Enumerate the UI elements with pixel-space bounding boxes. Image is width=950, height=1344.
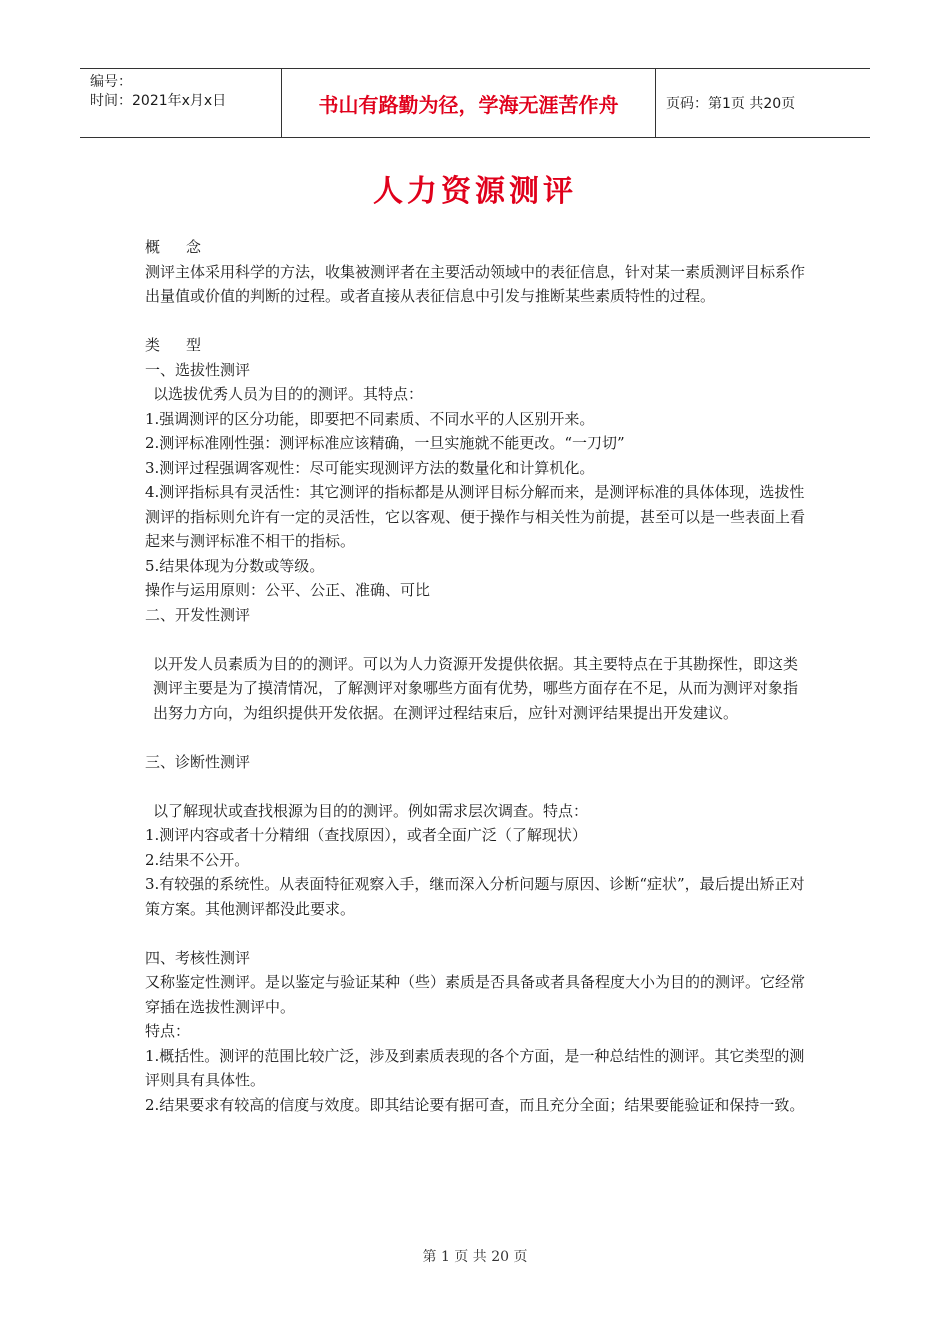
concept-heading: 概念 xyxy=(145,238,228,256)
diagnostic-heading: 三、诊断性测评 xyxy=(145,752,251,771)
assessment-features-label: 特点： xyxy=(145,1022,191,1040)
document-title: 人力资源测评 xyxy=(373,174,577,209)
assessment-intro: 又称鉴定性测评。是以鉴定与验证某种（些）素质是否具备或者具备程度大小为目的的测评。它经常穿插在选拔性测评中。 xyxy=(145,973,806,1016)
list-item: 1.测评内容或者十分精细（查找原因），或者全面广泛（了解现状） xyxy=(145,826,587,844)
page-info-text: 页码：第1页 共20页 xyxy=(666,96,796,112)
motto-cell xyxy=(282,69,656,137)
selection-heading: 一、选拔性测评 xyxy=(145,360,251,379)
document-body xyxy=(145,235,810,1117)
types-heading: 类型 xyxy=(145,336,228,354)
selection-principle: 操作与运用原则：公平、公正、准确、可比 xyxy=(145,581,431,599)
list-item: 3.测评过程强调客观性：尽可能实现测评方法的数量化和计算机化。 xyxy=(145,458,595,477)
number-label: 编号： xyxy=(90,74,132,90)
development-heading: 二、开发性测评 xyxy=(145,605,251,624)
page-info-cell xyxy=(656,69,870,137)
list-item: 3.有较强的系统性。从表面特征观察入手，继而深入分析问题与原因、诊断“症状”，最后提出矫正对策方案。其他测评都没此要求。 xyxy=(145,875,805,918)
page-footer: 第 1 页 共 20 页 xyxy=(422,1249,528,1265)
list-item: 2.测评标准刚性强：测评标准应该精确，一旦实施就不能更改。“一刀切” xyxy=(145,434,625,452)
development-text: 以开发人员素质为目的的测评。可以为人力资源开发提供依据。其主要特点在于其勘探性，即这类测评主要是为了摸清情况，了解测评对象哪些方面有优势，哪些方面存在不足，从而为测评对象指出努力方向，为组织提供开发依据。在测评过程结束后，应针对测评结果提出开发建议。 xyxy=(153,654,799,722)
diagnostic-intro: 以了解现状或查找根源为目的的测评。例如需求层次调查。特点： xyxy=(153,801,589,820)
list-item: 4.测评指标具有灵活性：其它测评的指标都是从测评目标分解而来，是测评标准的具体体现，选拔性测评的指标则允许有一定的灵活性，它以客观、便于操作与相关性为前提，甚至可以是一些表面上看起来与测评标准不相干的指标。 xyxy=(145,483,806,550)
list-item: 1.概括性。测评的范围比较广泛，涉及到素质表现的各个方面，是一种总结性的测评。其它类型的测评则具有具体性。 xyxy=(145,1046,805,1089)
list-item: 1.强调测评的区分功能，即要把不同素质、不同水平的人区别开来。 xyxy=(145,409,595,428)
list-item: 2.结果不公开。 xyxy=(145,850,250,869)
motto-text: 书山有路勤为径，学海无涯苦作舟 xyxy=(318,92,619,117)
selection-intro: 以选拔优秀人员为目的的测评。其特点： xyxy=(153,385,424,403)
list-item: 5.结果体现为分数或等级。 xyxy=(145,556,325,575)
concept-text: 测评主体采用科学的方法，收集被测评者在主要活动领域中的表征信息，针对某一素质测评目标系作出量值或价值的判断的过程。或者直接从表征信息中引发与推断某些素质特性的过程。 xyxy=(145,262,806,305)
header-meta-cell xyxy=(80,69,282,137)
list-item: 2.结果要求有较高的信度与效度。即其结论要有据可查，而且充分全面；结果要能验证和保持一致。 xyxy=(145,1095,805,1114)
assessment-heading: 四、考核性测评 xyxy=(145,948,251,967)
header-table xyxy=(80,68,870,138)
date-label: 时间：2021年x月x日 xyxy=(90,93,227,109)
